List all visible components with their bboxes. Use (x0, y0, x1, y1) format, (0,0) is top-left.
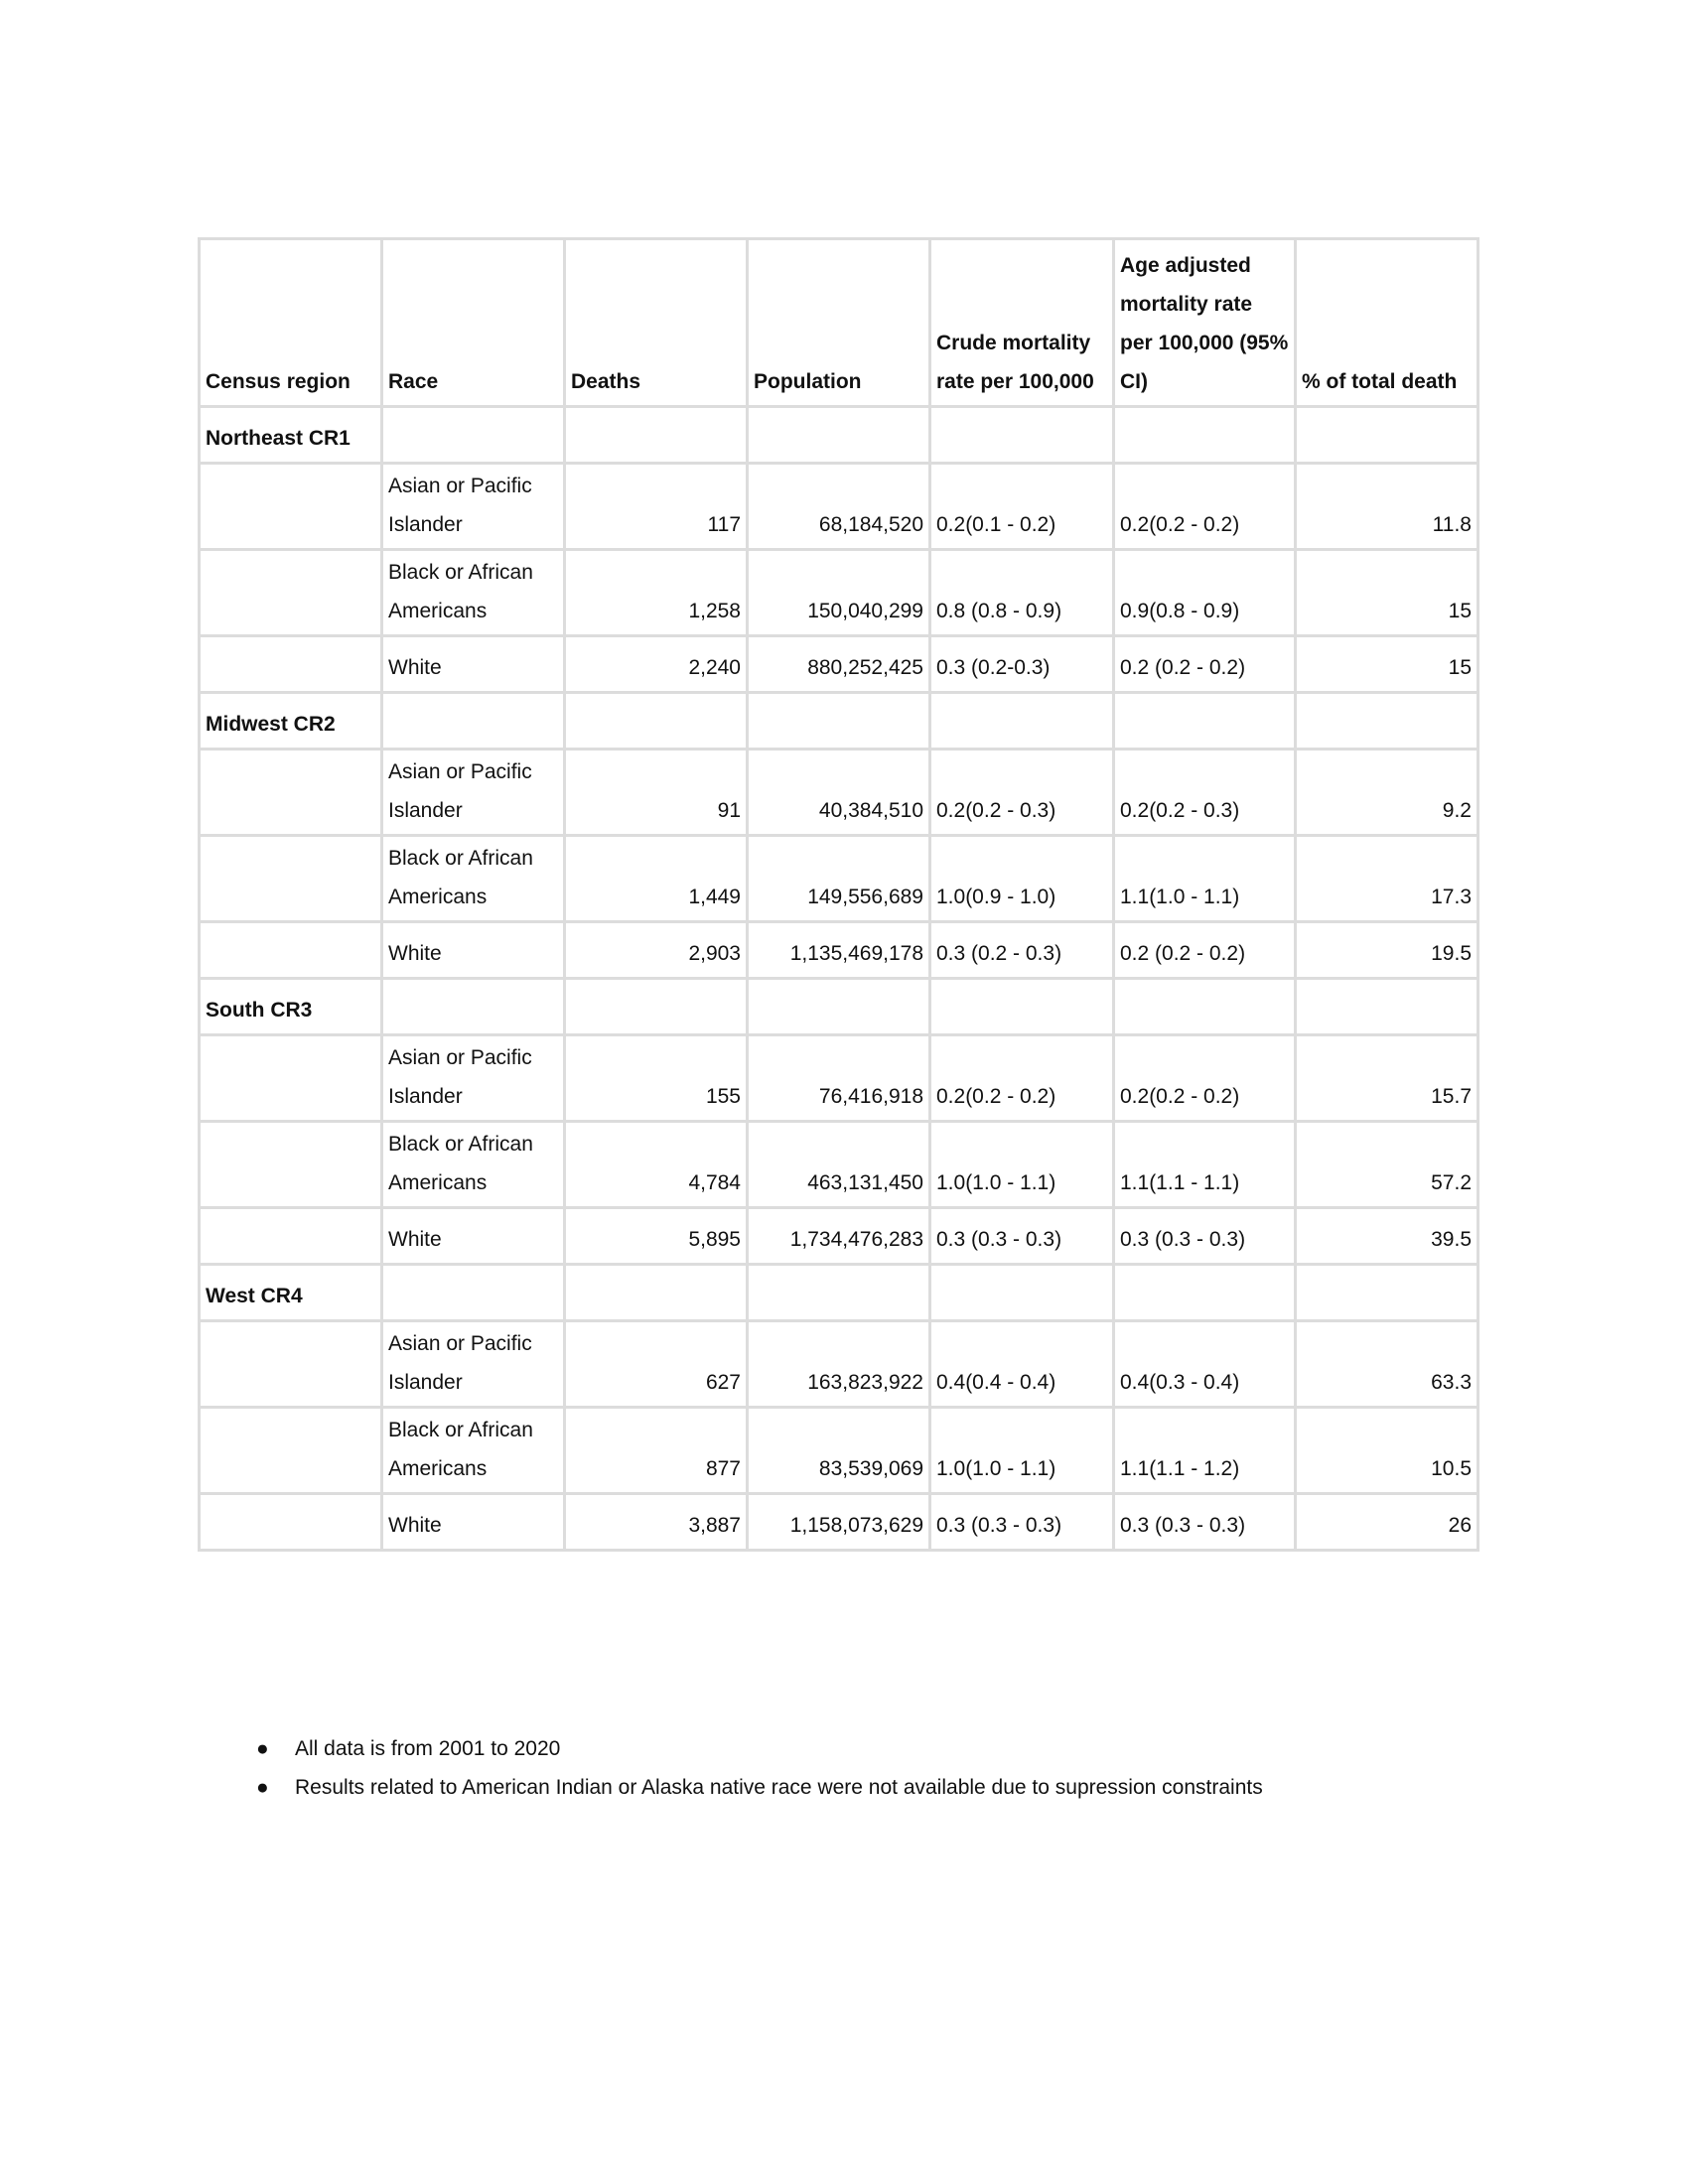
empty-cell (565, 1265, 748, 1321)
age-adjusted-rate-cell: 1.1(1.1 - 1.2) (1114, 1408, 1296, 1494)
empty-cell (930, 979, 1114, 1035)
age-adjusted-rate-cell: 0.2 (0.2 - 0.2) (1114, 922, 1296, 979)
empty-cell (1114, 693, 1296, 750)
empty-cell (200, 1035, 382, 1122)
empty-cell (1114, 407, 1296, 464)
header-race: Race (382, 239, 565, 407)
population-cell: 1,734,476,283 (748, 1208, 930, 1265)
crude-rate-cell: 1.0(1.0 - 1.1) (930, 1122, 1114, 1208)
race-cell: Black or African Americans (382, 1408, 565, 1494)
footnote-item (256, 1729, 1263, 1768)
empty-cell (748, 979, 930, 1035)
region-row (200, 407, 1478, 464)
deaths-cell: 2,903 (565, 922, 748, 979)
race-cell: Black or African Americans (382, 836, 565, 922)
empty-cell (1296, 979, 1478, 1035)
empty-cell (382, 1265, 565, 1321)
footnotes (256, 1729, 1263, 1807)
population-cell: 163,823,922 (748, 1321, 930, 1408)
deaths-cell: 91 (565, 750, 748, 836)
population-cell: 76,416,918 (748, 1035, 930, 1122)
deaths-cell: 1,258 (565, 550, 748, 636)
empty-cell (1296, 1265, 1478, 1321)
population-cell: 40,384,510 (748, 750, 930, 836)
empty-cell (382, 693, 565, 750)
age-adjusted-rate-cell: 0.2(0.2 - 0.2) (1114, 464, 1296, 550)
population-cell: 1,158,073,629 (748, 1494, 930, 1551)
empty-cell (930, 407, 1114, 464)
population-cell: 149,556,689 (748, 836, 930, 922)
region-row (200, 693, 1478, 750)
empty-cell (748, 693, 930, 750)
header-pct-total-death: % of total death (1296, 239, 1478, 407)
empty-cell (1114, 1265, 1296, 1321)
footnote-text: All data is from 2001 to 2020 (295, 1737, 561, 1760)
deaths-cell: 4,784 (565, 1122, 748, 1208)
region-name: Northeast CR1 (200, 407, 382, 464)
empty-cell (1296, 693, 1478, 750)
crude-rate-cell: 0.4(0.4 - 0.4) (930, 1321, 1114, 1408)
pct-total-death-cell: 19.5 (1296, 922, 1478, 979)
race-cell: White (382, 1208, 565, 1265)
pct-total-death-cell: 17.3 (1296, 836, 1478, 922)
empty-cell (930, 1265, 1114, 1321)
crude-rate-cell: 0.3 (0.2 - 0.3) (930, 922, 1114, 979)
header-crude-rate: Crude mortality rate per 100,000 (930, 239, 1114, 407)
deaths-cell: 3,887 (565, 1494, 748, 1551)
region-row (200, 1265, 1478, 1321)
pct-total-death-cell: 15 (1296, 636, 1478, 693)
region-name: South CR3 (200, 979, 382, 1035)
age-adjusted-rate-cell: 1.1(1.0 - 1.1) (1114, 836, 1296, 922)
header-age-adjusted-rate: Age adjusted mortality rate per 100,000 (95% CI) (1114, 239, 1296, 407)
age-adjusted-rate-cell: 0.3 (0.3 - 0.3) (1114, 1494, 1296, 1551)
bullet-icon: ● (256, 1737, 269, 1760)
race-cell: Black or African Americans (382, 1122, 565, 1208)
table-row (200, 922, 1478, 979)
deaths-cell: 117 (565, 464, 748, 550)
empty-cell (382, 407, 565, 464)
crude-rate-cell: 0.3 (0.3 - 0.3) (930, 1494, 1114, 1551)
header-census-region: Census region (200, 239, 382, 407)
empty-cell (200, 1494, 382, 1551)
age-adjusted-rate-cell: 0.2 (0.2 - 0.2) (1114, 636, 1296, 693)
empty-cell (200, 922, 382, 979)
population-cell: 1,135,469,178 (748, 922, 930, 979)
table-row (200, 464, 1478, 550)
crude-rate-cell: 0.2(0.1 - 0.2) (930, 464, 1114, 550)
race-cell: Asian or Pacific Islander (382, 750, 565, 836)
table-row (200, 1035, 1478, 1122)
race-cell: White (382, 1494, 565, 1551)
empty-cell (382, 979, 565, 1035)
footnote-item (256, 1768, 1263, 1807)
bullet-icon: ● (256, 1776, 269, 1799)
table-row (200, 636, 1478, 693)
mortality-table (198, 237, 1479, 1552)
race-cell: Asian or Pacific Islander (382, 1035, 565, 1122)
empty-cell (200, 1122, 382, 1208)
table-row (200, 550, 1478, 636)
region-name: Midwest CR2 (200, 693, 382, 750)
empty-cell (200, 464, 382, 550)
age-adjusted-rate-cell: 0.2(0.2 - 0.2) (1114, 1035, 1296, 1122)
crude-rate-cell: 0.2(0.2 - 0.3) (930, 750, 1114, 836)
population-cell: 150,040,299 (748, 550, 930, 636)
population-cell: 463,131,450 (748, 1122, 930, 1208)
table-row (200, 1122, 1478, 1208)
deaths-cell: 2,240 (565, 636, 748, 693)
crude-rate-cell: 0.8 (0.8 - 0.9) (930, 550, 1114, 636)
empty-cell (748, 1265, 930, 1321)
region-name: West CR4 (200, 1265, 382, 1321)
crude-rate-cell: 1.0(1.0 - 1.1) (930, 1408, 1114, 1494)
age-adjusted-rate-cell: 1.1(1.1 - 1.1) (1114, 1122, 1296, 1208)
race-cell: Asian or Pacific Islander (382, 464, 565, 550)
age-adjusted-rate-cell: 0.4(0.3 - 0.4) (1114, 1321, 1296, 1408)
deaths-cell: 5,895 (565, 1208, 748, 1265)
table-row (200, 1494, 1478, 1551)
pct-total-death-cell: 9.2 (1296, 750, 1478, 836)
crude-rate-cell: 1.0(0.9 - 1.0) (930, 836, 1114, 922)
deaths-cell: 155 (565, 1035, 748, 1122)
region-row (200, 979, 1478, 1035)
empty-cell (565, 693, 748, 750)
race-cell: Black or African Americans (382, 550, 565, 636)
empty-cell (748, 407, 930, 464)
empty-cell (200, 1208, 382, 1265)
table-row (200, 1408, 1478, 1494)
pct-total-death-cell: 11.8 (1296, 464, 1478, 550)
crude-rate-cell: 0.2(0.2 - 0.2) (930, 1035, 1114, 1122)
empty-cell (200, 636, 382, 693)
pct-total-death-cell: 15.7 (1296, 1035, 1478, 1122)
race-cell: White (382, 636, 565, 693)
population-cell: 83,539,069 (748, 1408, 930, 1494)
deaths-cell: 627 (565, 1321, 748, 1408)
empty-cell (200, 550, 382, 636)
empty-cell (565, 979, 748, 1035)
pct-total-death-cell: 10.5 (1296, 1408, 1478, 1494)
table-header-row (200, 239, 1478, 407)
empty-cell (565, 407, 748, 464)
table-row (200, 1321, 1478, 1408)
table-row (200, 1208, 1478, 1265)
pct-total-death-cell: 26 (1296, 1494, 1478, 1551)
table-row (200, 836, 1478, 922)
empty-cell (200, 750, 382, 836)
empty-cell (930, 693, 1114, 750)
race-cell: White (382, 922, 565, 979)
population-cell: 68,184,520 (748, 464, 930, 550)
pct-total-death-cell: 57.2 (1296, 1122, 1478, 1208)
deaths-cell: 1,449 (565, 836, 748, 922)
deaths-cell: 877 (565, 1408, 748, 1494)
population-cell: 880,252,425 (748, 636, 930, 693)
header-deaths: Deaths (565, 239, 748, 407)
empty-cell (200, 1408, 382, 1494)
footnote-text: Results related to American Indian or Alaska native race were not available due to supression constraints (295, 1776, 1263, 1799)
table-row (200, 750, 1478, 836)
pct-total-death-cell: 63.3 (1296, 1321, 1478, 1408)
crude-rate-cell: 0.3 (0.2-0.3) (930, 636, 1114, 693)
crude-rate-cell: 0.3 (0.3 - 0.3) (930, 1208, 1114, 1265)
empty-cell (200, 836, 382, 922)
race-cell: Asian or Pacific Islander (382, 1321, 565, 1408)
empty-cell (1114, 979, 1296, 1035)
header-population: Population (748, 239, 930, 407)
age-adjusted-rate-cell: 0.3 (0.3 - 0.3) (1114, 1208, 1296, 1265)
pct-total-death-cell: 39.5 (1296, 1208, 1478, 1265)
empty-cell (1296, 407, 1478, 464)
empty-cell (200, 1321, 382, 1408)
pct-total-death-cell: 15 (1296, 550, 1478, 636)
age-adjusted-rate-cell: 0.9(0.8 - 0.9) (1114, 550, 1296, 636)
age-adjusted-rate-cell: 0.2(0.2 - 0.3) (1114, 750, 1296, 836)
